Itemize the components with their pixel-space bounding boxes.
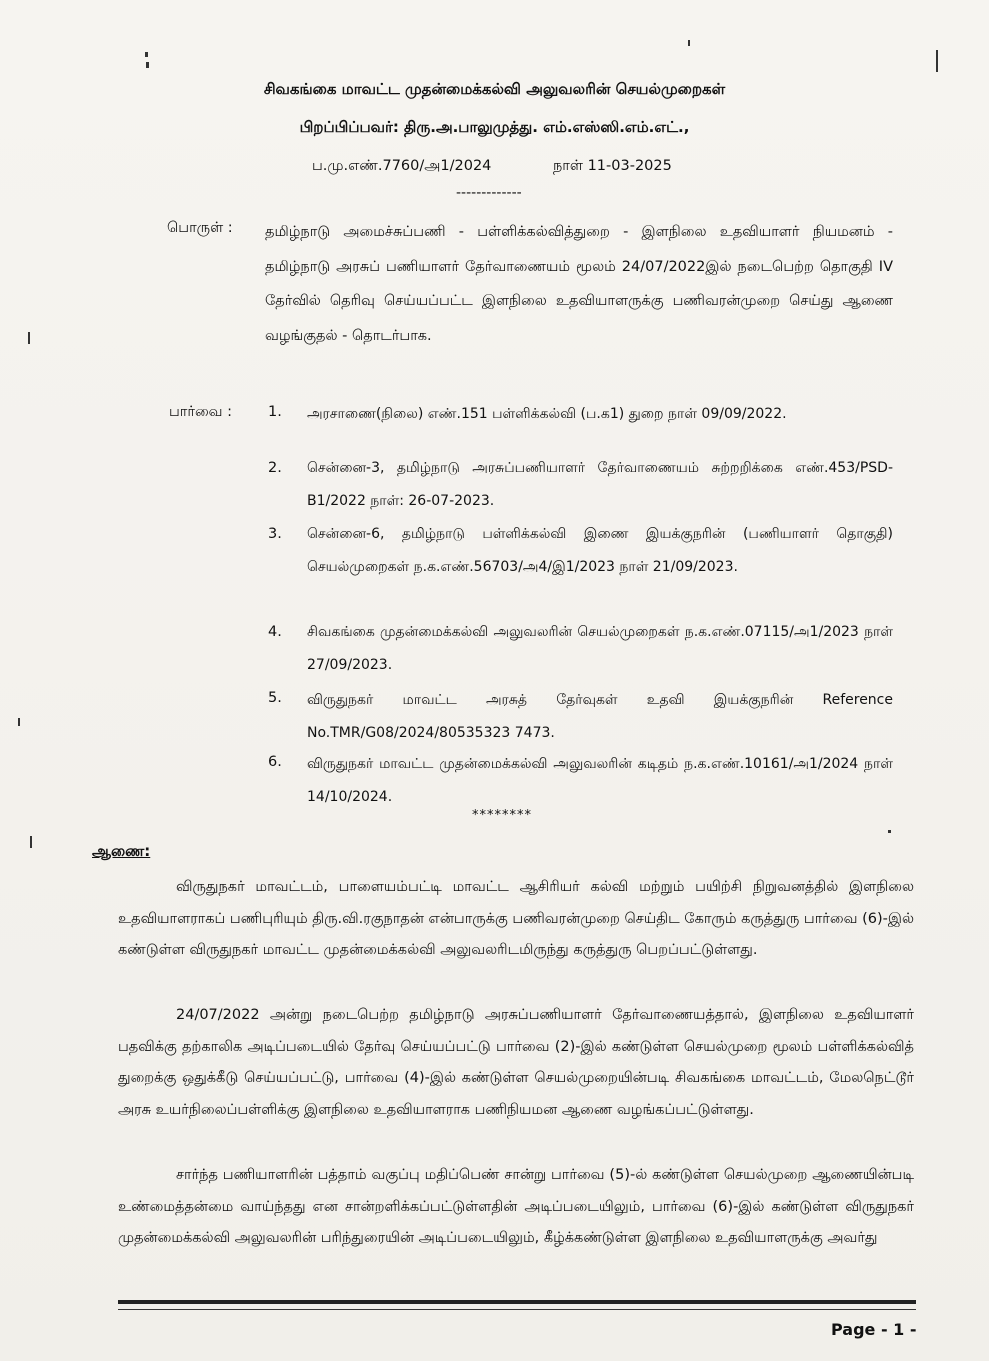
reference-item: சிவகங்கை முதன்மைக்கல்வி அலுவலரின் செயல்முறைகள் ந.க.எண்.07115/அ1/2023 நாள் 27/09/2023.: [307, 624, 893, 673]
scan-mark: [145, 52, 148, 57]
reference-item: விருதுநகர் மாவட்ட முதன்மைக்கல்வி அலுவலரின் கடிதம் ந.க.எண்.10161/அ1/2024 நாள் 14/10/2024.: [307, 756, 893, 805]
reference-item: விருதுநகர் மாவட்ட அரசுத் தேர்வுகள் உதவி இயக்குநரின் Reference No.TMR/G08/2024/80535323 7473.: [307, 692, 893, 741]
order-paragraph: விருதுநகர் மாவட்டம், பாளையம்பட்டி மாவட்ட ஆசிரியர் கல்வி மற்றும் பயிற்சி நிறுவனத்தில் இளநிலை உதவியாளராகப் பணிபுரியும் திரு.வி.ரகுநாதன் என்பாருக்கு பணிவரன்முறை செய்திட கோரும் கருத்துரு பார்வை (6)-இல் கண்டுள்ள விருதுநகர் மாவட்ட முதன்மைக்கல்வி அலுவலரிடமிருந்து கருத்துரு பெறப்பட்டுள்ளது.: [118, 879, 914, 958]
order-heading: ஆணை:: [92, 842, 151, 860]
reference-number: ப.மு.எண்.7760/அ1/2024: [312, 158, 492, 174]
subject-label: பொருள் :: [167, 220, 233, 236]
scan-mark: [146, 62, 149, 68]
issue-date: நாள் 11-03-2025: [553, 158, 672, 174]
subject-text: தமிழ்நாடு அமைச்சுப்பணி - பள்ளிக்கல்வித்துறை - இளநிலை உதவியாளர் நியமனம் - தமிழ்நாடு அரசுப் பணியாளர் தேர்வாணையம் மூலம் 24/07/2022இல் நடைபெற்ற தொகுதி IV தேர்வில் தெரிவு செய்யப்பட்ட இளநிலை உதவியாளருக்கு பணிவரன்முறை செய்து ஆணை வழங்குதல் - தொடர்பாக.: [265, 224, 893, 344]
document-title: சிவகங்கை மாவட்ட முதன்மைக்கல்வி அலுவலரின் செயல்முறைகள்: [263, 80, 726, 98]
order-paragraph: சார்ந்த பணியாளரின் பத்தாம் வகுப்பு மதிப்பெண் சான்று பார்வை (5)-ல் கண்டுள்ள செயல்முறை ஆணையின்படி உண்மைத்தன்மை வாய்ந்தது என சான்றளிக்கப்பட்டுள்ளதின் அடிப்படையிலும், பார்வை (6)-இல் கண்டுள்ள விருதுநகர் முதன்மைக்கல்வி அலுவலரின் பரிந்துரையின் அடிப்படையிலும், கீழ்க்கண்டுள்ள இளநிலை உதவியாளருக்கு அவர்து: [118, 1167, 914, 1246]
scan-mark: [936, 50, 938, 72]
scan-mark: [18, 718, 20, 726]
issuer-line: பிறப்பிப்பவர்: திரு.அ.பாலுமுத்து. எம்.எஸ்ஸி.எம்.எட்.,: [299, 118, 690, 136]
reference-item: சென்னை-6, தமிழ்நாடு பள்ளிக்கல்வி இணை இயக்குநரின் (பணியாளர் தொகுதி) செயல்முறைகள் ந.க.எண்.56703/அ4/இ1/2023 நாள் 21/09/2023.: [307, 526, 893, 575]
references-label: பார்வை :: [169, 404, 233, 420]
reference-number-label: 1.: [268, 404, 282, 420]
reference-item: அரசாணை(நிலை) எண்.151 பள்ளிக்கல்வி (ப.க1) துறை நாள் 09/09/2022.: [307, 406, 787, 422]
scan-mark: [688, 40, 690, 46]
scan-mark: [888, 830, 891, 833]
reference-number-label: 4.: [268, 624, 282, 640]
header-divider: -------------: [456, 185, 522, 201]
footer-rule-thin: [118, 1309, 916, 1310]
page-number: Page - 1 -: [831, 1320, 917, 1339]
scan-mark: [28, 332, 30, 344]
reference-number-label: 6.: [268, 754, 282, 770]
scan-mark: [30, 836, 32, 848]
reference-item: சென்னை-3, தமிழ்நாடு அரசுப்பணியாளர் தேர்வாணையம் சுற்றறிக்கை எண்.453/PSD-B1/2022 நாள்: 26-07-2023.: [307, 460, 893, 509]
reference-number-label: 5.: [268, 690, 282, 706]
reference-number-label: 2.: [268, 460, 282, 476]
section-separator: ********: [472, 808, 532, 823]
reference-number-label: 3.: [268, 526, 282, 542]
order-paragraph: 24/07/2022 அன்று நடைபெற்ற தமிழ்நாடு அரசுப்பணியாளர் தேர்வாணையத்தால், இளநிலை உதவியாளர் பதவிக்கு தற்காலிக அடிப்படையில் தேர்வு செய்யப்பட்டு பார்வை (2)-இல் கண்டுள்ள செயல்முறை மூலம் பள்ளிக்கல்வித் துறைக்கு ஒதுக்கீடு செய்யப்பட்டு, பார்வை (4)-இல் கண்டுள்ள செயல்முறையின்படி சிவகங்கை மாவட்டம், மேலநெட்டூர் அரசு உயர்நிலைப்பள்ளிக்கு இளநிலை உதவியாளராக பணிநியமன ஆணை வழங்கப்பட்டுள்ளது.: [118, 1007, 914, 1118]
footer-rule: [118, 1300, 916, 1304]
